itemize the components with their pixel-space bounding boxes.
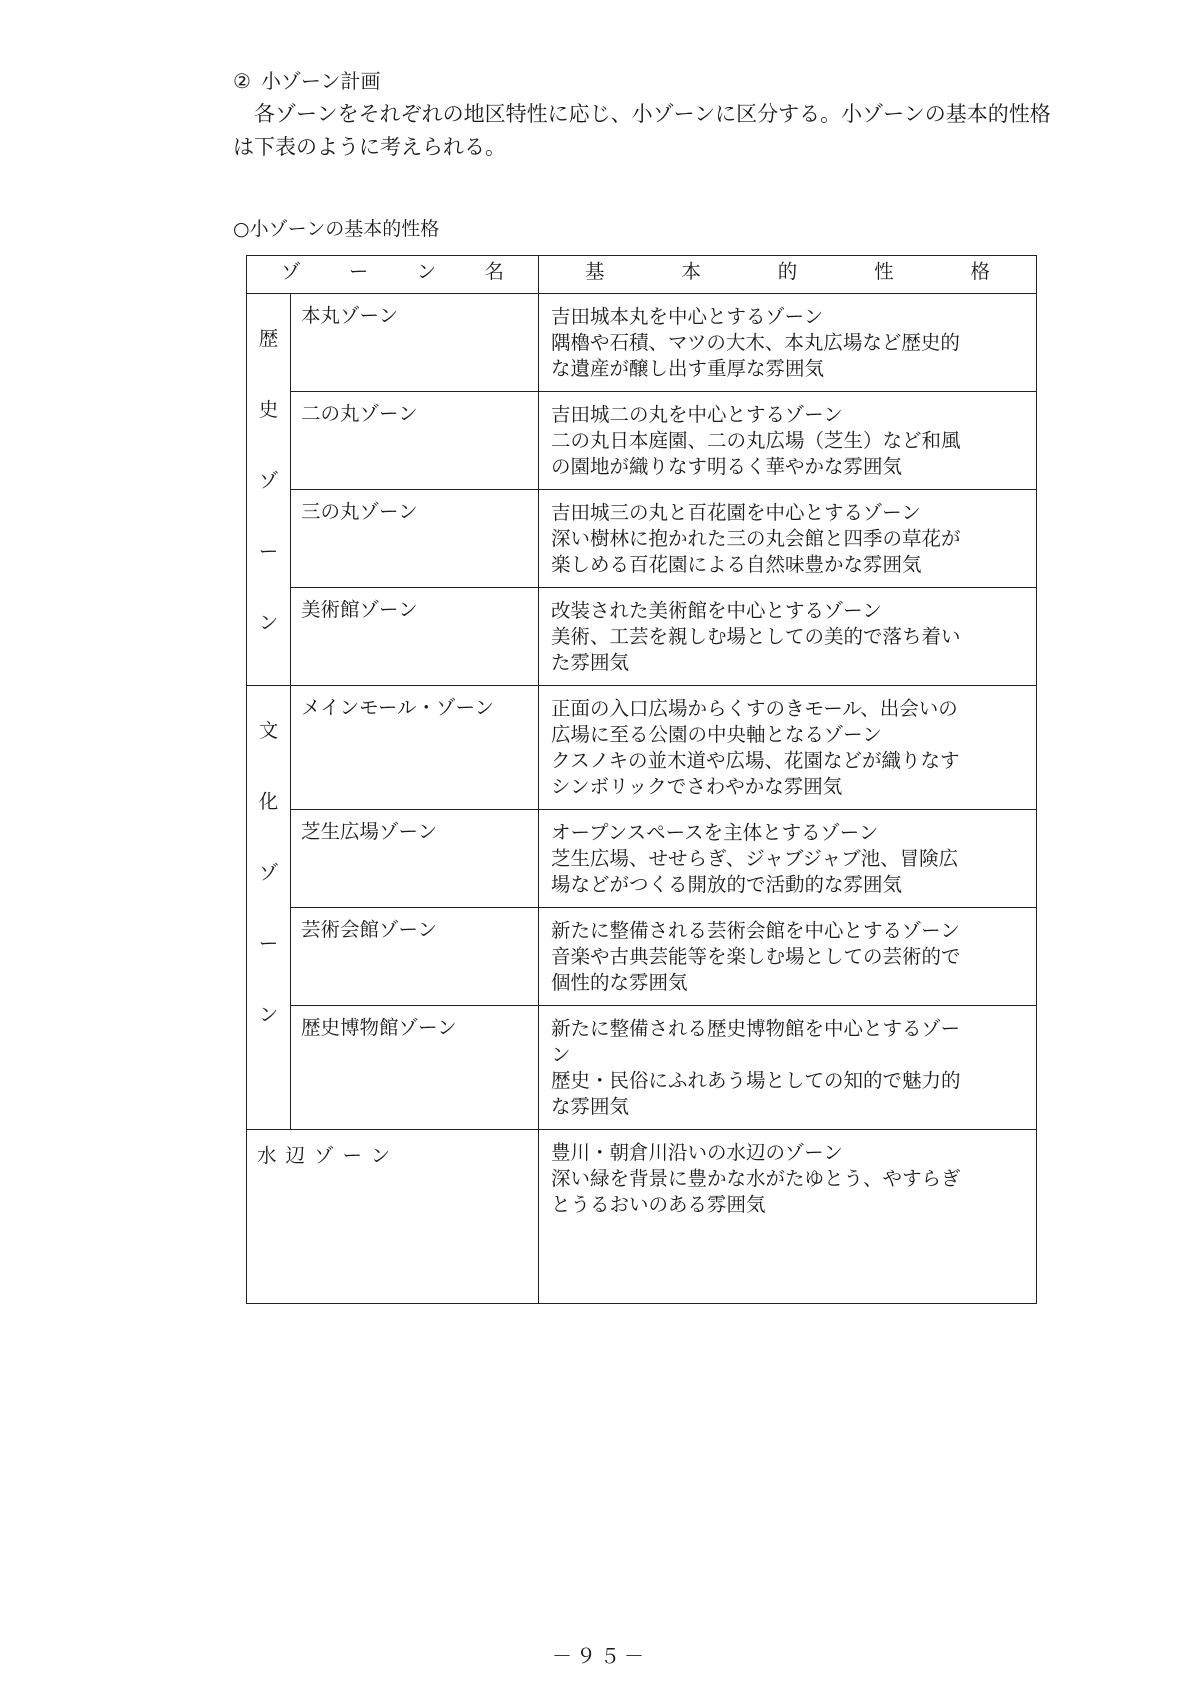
description-line: 吉田城二の丸を中心とするゾーン xyxy=(551,403,843,426)
table-row xyxy=(247,490,1037,588)
zone-name: 芝生広場ゾーン xyxy=(291,810,539,908)
group-name-char: 史 xyxy=(258,398,279,421)
zone-table xyxy=(246,255,1037,1304)
header-char: ン xyxy=(416,260,437,283)
description-line: 楽しめる百花園による自然味豊かな雰囲気 xyxy=(551,553,922,576)
description-line: 音楽や古典芸能等を楽しむ場としての芸術的で xyxy=(551,945,961,968)
zone-description xyxy=(539,1006,1037,1130)
header-char: 本 xyxy=(681,260,701,283)
description-line: の園地が織りなす明るく華やかな雰囲気 xyxy=(551,455,903,478)
section-intro: 各ゾーンをそれぞれの地区特性に応じ、小ゾーンに区分する。小ゾーンの基本的性格は下表のように考えられる。 xyxy=(233,102,1051,159)
description-line: 個性的な雰囲気 xyxy=(551,971,688,994)
table-row xyxy=(247,1006,1037,1130)
zone-name: 美術館ゾーン xyxy=(291,588,539,686)
description-line: 豊川・朝倉川沿いの水辺のゾーン xyxy=(551,1141,843,1164)
group-name-char: ン xyxy=(258,611,279,634)
description-line: な雰囲気 xyxy=(551,1095,630,1118)
section-heading xyxy=(233,68,381,94)
description-line: 歴史・民俗にふれあう場としての知的で魅力的 xyxy=(551,1069,961,1092)
header-char: 格 xyxy=(970,260,990,283)
zone-description xyxy=(539,686,1037,810)
group-cell-culture xyxy=(247,686,291,1130)
header-char: ゾ xyxy=(281,260,301,283)
description-line: 吉田城本丸を中心とするゾーン xyxy=(551,305,824,328)
description-line: クスノキの並木道や広場、花園などが織りなす xyxy=(551,749,960,772)
table-row xyxy=(247,392,1037,490)
zone-description xyxy=(539,588,1037,686)
zone-name: 本丸ゾーン xyxy=(291,294,539,392)
description-line: シンボリックでさわやかな雰囲気 xyxy=(551,775,843,798)
description-line: ン xyxy=(551,1043,571,1066)
description-line: とうるおいのある雰囲気 xyxy=(551,1193,766,1216)
zone-name-water: 水辺ゾーン xyxy=(247,1130,539,1304)
table-title: ○小ゾーンの基本的性格 xyxy=(233,218,440,240)
header-basic-character xyxy=(539,256,1037,294)
header-char: 基 xyxy=(585,260,605,283)
description-line: 芝生広場、せせらぎ、ジャブジャブ池、冒険広 xyxy=(551,847,959,870)
header-char: 名 xyxy=(484,260,504,283)
table-header-row xyxy=(247,256,1037,294)
table-row xyxy=(247,686,1037,810)
description-line: 新たに整備される芸術会館を中心とするゾーン xyxy=(551,919,960,942)
description-line: 美術、工芸を親しむ場としての美的で落ち着い xyxy=(551,625,961,648)
zone-name: 歴史博物館ゾーン xyxy=(291,1006,539,1130)
zone-description xyxy=(539,490,1037,588)
table-row xyxy=(247,1130,1037,1304)
group-name-char: ー xyxy=(258,932,279,955)
zone-name: 二の丸ゾーン xyxy=(291,392,539,490)
description-line: 吉田城三の丸と百花園を中心とするゾーン xyxy=(551,501,921,524)
description-line: た雰囲気 xyxy=(551,651,630,674)
header-char: ー xyxy=(348,260,369,283)
description-line: 深い緑を背景に豊かな水がたゆとう、やすらぎ xyxy=(551,1167,961,1190)
description-line: オープンスペースを主体とするゾーン xyxy=(551,821,879,844)
description-line: 改装された美術館を中心とするゾーン xyxy=(551,599,882,622)
description-line: 深い樹林に抱かれた三の丸会館と四季の草花が xyxy=(551,527,961,550)
section-title: 小ゾーン計画 xyxy=(260,69,381,93)
description-line: 場などがつくる開放的で活動的な雰囲気 xyxy=(551,873,903,896)
table-row xyxy=(247,908,1037,1006)
table-row xyxy=(247,588,1037,686)
group-name-char: 歴 xyxy=(258,327,279,350)
header-char: 的 xyxy=(777,260,798,283)
page-number: －９５－ xyxy=(552,1644,648,1668)
table-row xyxy=(247,810,1037,908)
description-line: 広場に至る公園の中央軸となるゾーン xyxy=(551,723,882,746)
group-name-char: ン xyxy=(258,1003,279,1026)
group-name-char: ゾ xyxy=(258,469,279,492)
description-line: 二の丸日本庭園、二の丸広場（芝生）など和風 xyxy=(551,429,961,452)
table-row xyxy=(247,294,1037,392)
description-line: 隅櫓や石積、マツの大木、本丸広場など歴史的 xyxy=(551,331,960,354)
group-name-char: ゾ xyxy=(258,861,279,884)
zone-description xyxy=(539,392,1037,490)
section-number: ② xyxy=(233,69,251,93)
zone-name: 三の丸ゾーン xyxy=(291,490,539,588)
description-line: 新たに整備される歴史博物館を中心とするゾー xyxy=(551,1017,961,1040)
group-name-char: 文 xyxy=(258,719,279,742)
zone-description xyxy=(539,1130,1037,1304)
zone-description xyxy=(539,908,1037,1006)
header-zone-name xyxy=(247,256,539,294)
zone-description xyxy=(539,810,1037,908)
header-char: 性 xyxy=(874,260,894,283)
zone-name: 芸術会館ゾーン xyxy=(291,908,539,1006)
description-line: な遺産が醸し出す重厚な雰囲気 xyxy=(551,357,825,380)
zone-description xyxy=(539,294,1037,392)
zone-name: メインモール・ゾーン xyxy=(291,686,539,810)
description-line: 正面の入口広場からくすのきモール、出会いの xyxy=(551,697,958,720)
group-name-char: 化 xyxy=(258,790,279,813)
group-name-char: ー xyxy=(258,540,279,563)
group-cell-history xyxy=(247,294,291,686)
